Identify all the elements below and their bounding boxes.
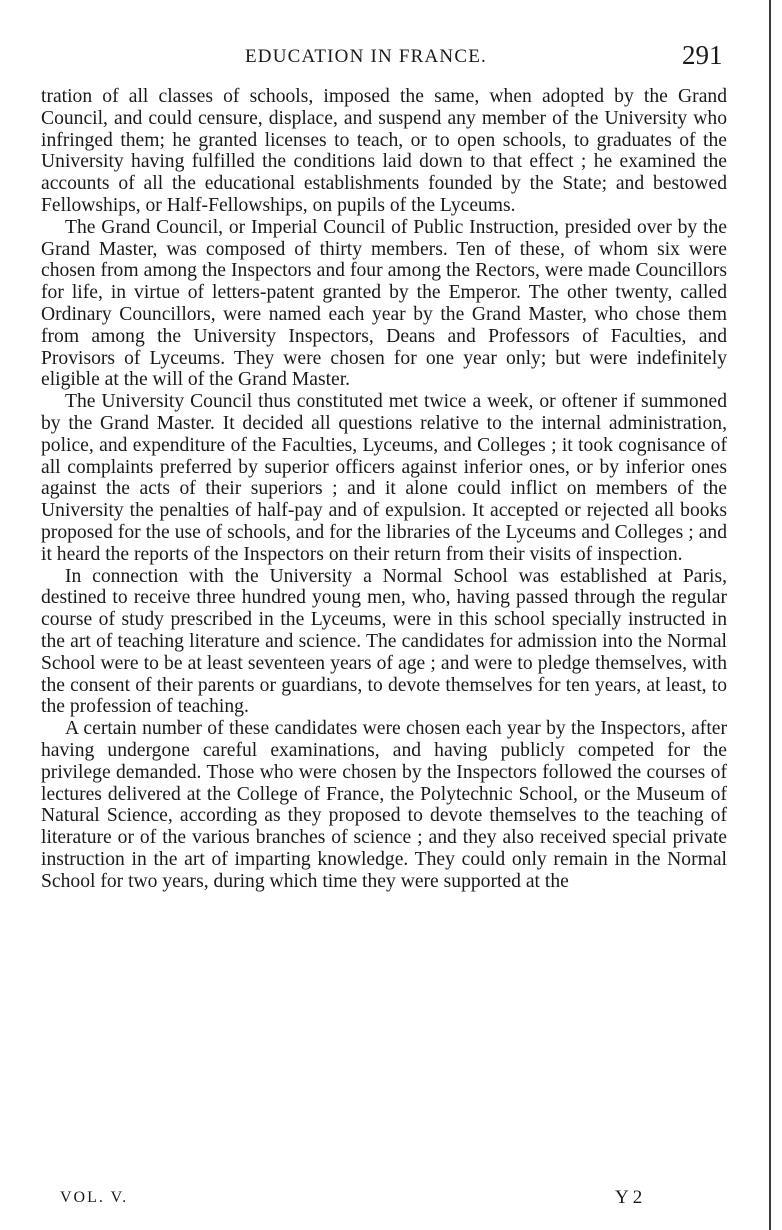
body-text xyxy=(41,86,727,892)
paragraph-university-council: The University Council thus constituted met twice a week, or oftener if summoned by the Grand Master. It decided all questions relative to the internal administration, police, and expenditure of the Faculties, Lyceums, and Colleges ; it took cognisance of all complaints preferred by superior officers against inferior ones, or by inferior ones against the acts of their superiors ; and it alone could inflict on members of the University the penalties of half-pay and of expulsion. It accepted or rejected all books proposed for the use of schools, and for the libraries of the Lyceums and Colleges ; and it heard the reports of the Inspectors on their return from their visits of inspection. xyxy=(41,391,727,565)
page-number: 291 xyxy=(682,40,723,70)
paragraph-continued: tration of all classes of schools, imposed the same, when adopted by the Grand Council, and could censure, displace, and suspend any member of the University who infringed them; he granted licenses to teach, or to open schools, to graduates of the University having fulfilled the conditions laid down to that effect ; he examined the accounts of all the educational establishments founded by the State; and bestowed Fellowships, or Half-Fellowships, on pupils of the Lyceums. xyxy=(41,86,727,216)
running-header xyxy=(0,40,782,70)
paragraph-candidates: A certain number of these candidates were chosen each year by the Inspectors, after having undergone careful examinations, and having publicly competed for the privilege demanded. Those who were chosen by the Inspectors followed the courses of lectures delivered at the College of France, the Polytechnic School, or the Museum of Natural Science, according as they proposed to devote themselves to the teaching of literature or of the various branches of science ; and they also received special private instruction in the art of imparting knowledge. They could only remain in the Normal School for two years, during which time they were supported at the xyxy=(41,718,727,892)
page-footer xyxy=(0,1187,782,1211)
page-edge-line xyxy=(769,0,771,1230)
signature-mark: Y 2 xyxy=(615,1187,643,1208)
volume-label: VOL. V. xyxy=(60,1189,129,1206)
paragraph-grand-council: The Grand Council, or Imperial Council of Public Instruction, presided over by the Grand Master, was composed of thirty members. Ten of these, of whom six were chosen from among the Inspectors and four among the Rectors, were made Councillors for life, in virtue of letters-patent granted by the Emperor. The other twenty, called Ordinary Councillors, were named each year by the Grand Master, who chose them from among the University Inspectors, Deans and Professors of Faculties, and Provisors of Lyceums. They were chosen for one year only; but were indefinitely eligible at the will of the Grand Master. xyxy=(41,216,727,391)
paragraph-normal-school: In connection with the University a Normal School was established at Paris, destined to receive three hundred young men, who, having passed through the regular course of study prescribed in the Lyceums, were in this school specially instructed in the art of teaching literature and science. The candidates for admission into the Normal School were to be at least seventeen years of age ; and were to pledge themselves, with the consent of their parents or guardians, to devote themselves for ten years, at least, to the profession of teaching. xyxy=(41,565,727,718)
running-title: EDUCATION IN FRANCE. xyxy=(245,46,487,67)
